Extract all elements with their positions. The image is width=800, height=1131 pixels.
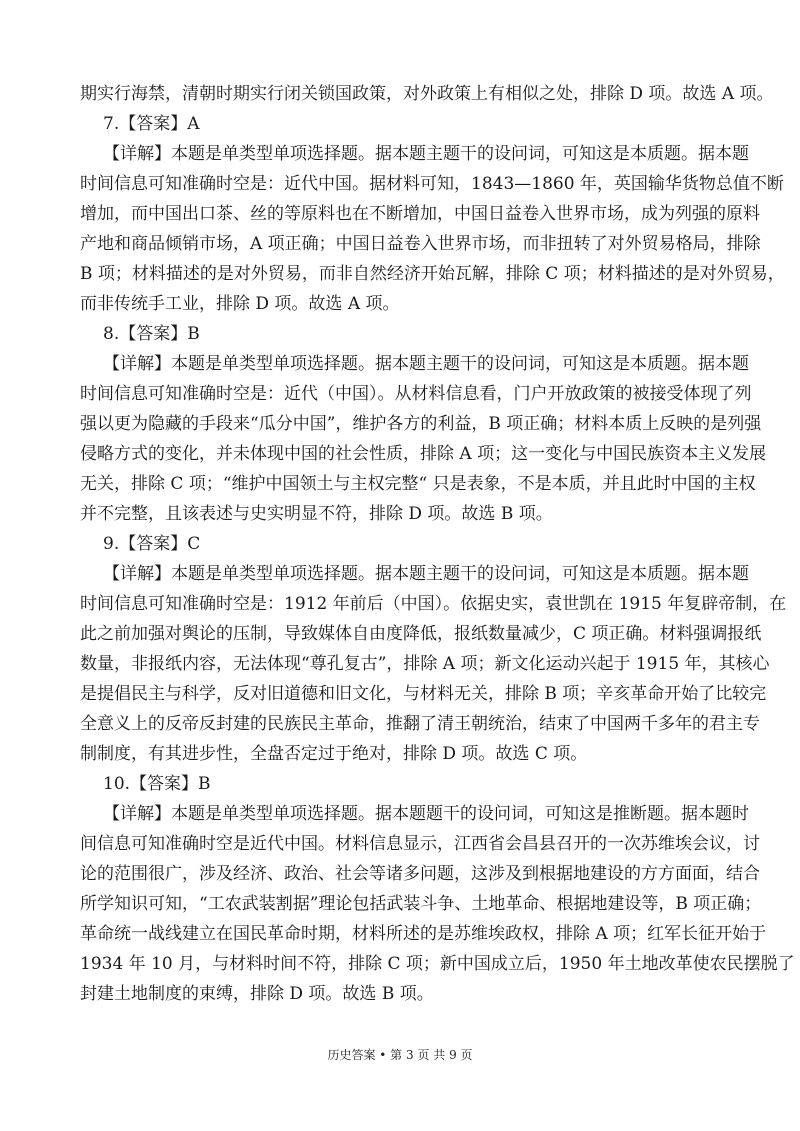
explanation-line: B 项；材料描述的是对外贸易，而非自然经济开始瓦解，排除 C 项；材料描述的是对外贸易，	[80, 264, 785, 284]
explanation-line: 【详解】本题是单类型单项选择题。据本题主题干的设问词，可知这是本质题。据本题	[103, 144, 749, 164]
document-body	[80, 79, 795, 1009]
question-block-9	[80, 529, 787, 769]
explanation-line: 时间信息可知准确时空是：近代中国。据材料可知，1843—1860 年，英国输华货物总值不断	[80, 174, 784, 194]
explanation-line: 此之前加强对舆论的压制，导致媒体自由度降低，报纸数量减少，C 项正确。材料强调报纸	[80, 624, 762, 644]
explanation-line: 【详解】本题是单类型单项选择题。据本题题干的设问词，可知这是推断题。据本题时	[103, 804, 749, 824]
question-block-10	[80, 769, 795, 1009]
explanation-line: 全意义上的反帝反封建的民族民主革命，推翻了清王朝统治，结束了中国两千多年的君主专	[80, 714, 760, 734]
explanation-line: 侵略方式的变化，并未体现中国的社会性质，排除 A 项；这一变化与中国民族资本主义发展	[80, 444, 767, 464]
answer-heading: 7.【答案】A	[103, 114, 200, 134]
question-block-8	[80, 319, 767, 529]
answer-heading: 10.【答案】B	[103, 774, 211, 794]
answer-heading: 9.【答案】C	[103, 534, 201, 554]
intro-tail-line: 期实行海禁，清朝时期实行闭关锁国政策，对外政策上有相似之处，排除 D 项。故选 A 项。	[80, 84, 774, 104]
explanation-line: 而非传统手工业，排除 D 项。故选 A 项。	[80, 294, 400, 314]
explanation-line: 强以更为隐藏的手段来“瓜分中国”，维护各方的利益，B 项正确；材料本质上反映的是列强	[80, 414, 762, 434]
explanation-line: 无关，排除 C 项；“维护中国领土与主权完整“ 只是表象，不是本质，并且此时中国的主权	[80, 474, 756, 494]
explanation-line: 时间信息可知准确时空是：近代（中国）。从材料信息看，门户开放政策的被接受体现了列	[80, 384, 752, 404]
explanation-line: 革命统一战线建立在国民革命时期，材料所述的是苏维埃政权，排除 A 项；红军长征开始于	[80, 924, 767, 944]
explanation-line: 制制度，有其进步性，全盘否定过于绝对，排除 D 项。故选 C 项。	[80, 744, 588, 764]
explanation-line: 并不完整，且该表述与史实明显不符，排除 D 项。故选 B 项。	[80, 504, 553, 524]
explanation-line: 时间信息可知准确时空是：1912 年前后（中国）。依据史实，袁世凯在 1915 年复辟帝制，在	[80, 594, 787, 614]
explanation-line: 数量，非报纸内容，无法体现“尊孔复古”，排除 A 项；新文化运动兴起于 1915 年，其核心	[80, 654, 770, 674]
explanation-line: 1934 年 10 月，与材料时间不符，排除 C 项；新中国成立后，1950 年土地改革使农民摆脱了	[80, 954, 795, 974]
explanation-line: 所学知识可知，“工农武装割据”理论包括武装斗争、土地革命、根据地建设等，B 项正确；	[80, 894, 762, 914]
question-block-7	[80, 109, 785, 319]
explanation-line: 论的范围很广，涉及经济、政治、社会等诸多问题，这涉及到根据地建设的方方面面，结合	[80, 864, 760, 884]
explanation-line: 是提倡民主与科学，反对旧道德和旧文化，与材料无关，排除 B 项；辛亥革命开始了比较完	[80, 684, 767, 704]
page-footer: 历史答案 • 第 3 页 共 9 页	[327, 1048, 473, 1062]
answer-heading: 8.【答案】B	[103, 324, 200, 344]
explanation-line: 【详解】本题是单类型单项选择题。据本题主题干的设问词，可知这是本质题。据本题	[103, 354, 749, 374]
explanation-line: 间信息可知准确时空是近代中国。材料信息显示，江西省会昌县召开的一次苏维埃会议，讨	[80, 834, 760, 854]
explanation-line: 【详解】本题是单类型单项选择题。据本题主题干的设问词，可知这是本质题。据本题	[103, 564, 749, 584]
explanation-line: 产地和商品倾销市场，A 项正确；中国日益卷入世界市场，而非扭转了对外贸易格局，排除	[80, 234, 761, 254]
explanation-line: 封建土地制度的束缚，排除 D 项。故选 B 项。	[80, 984, 434, 1004]
explanation-line: 增加，而中国出口茶、丝的等原料也在不断增加，中国日益卷入世界市场，成为列强的原料	[80, 204, 760, 224]
